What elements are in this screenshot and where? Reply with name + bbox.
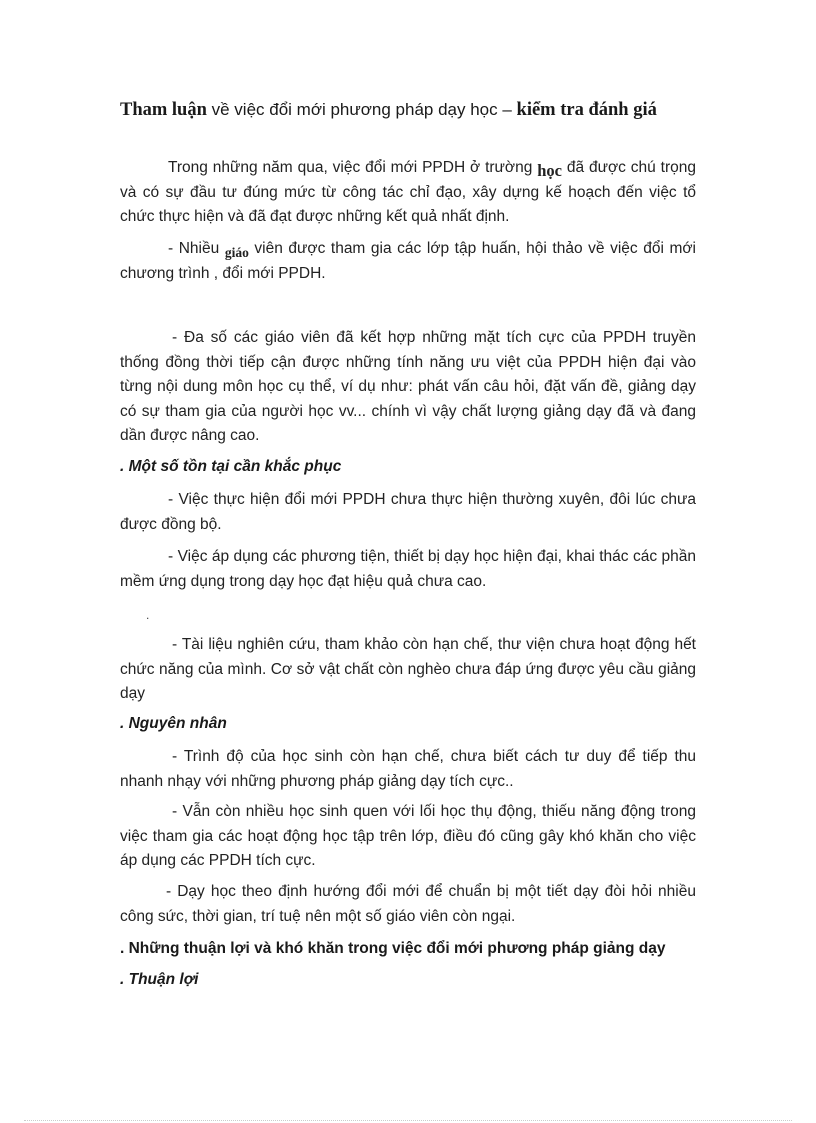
heading-causes: . Nguyên nhân (120, 715, 227, 732)
paragraph-intro-text-a: Trong những năm qua, việc đổi mới PPDH ở trường (168, 159, 538, 176)
paragraph-cause-1: - Trình độ của học sinh còn hạn chế, chưa biết cách tư duy để tiếp thu nhanh nhạy với những phương pháp giảng dạy tích cực.. (120, 748, 696, 790)
paragraph-training-word: giáo (224, 245, 249, 260)
paragraph-shortcoming-3: - Tài liệu nghiên cứu, tham khảo còn hạn chế, thư viện chưa hoạt động hết chức năng của mình. Cơ sở vật chất còn nghèo chưa đáp ứng được yêu cầu giảng dạy (120, 636, 696, 702)
heading-advantages-difficulties: . Những thuận lợi và khó khăn trong việc đổi mới phương pháp giảng dạy (120, 940, 666, 957)
stray-mark: . (146, 608, 150, 622)
paragraph-teachers: - Đa số các giáo viên đã kết hợp những mặt tích cực của PPDH truyền thống đồng thời tiếp cận được những tính năng ưu việt của PPDH hiện đại vào từng nội dung môn học cụ thể, ví dụ như: phát vấn câu hỏi, đặt vấn đề, giảng dạy có sự tham gia của người học vv... chính vì vậy chất lượng giảng dạy đã và đang dần được nâng cao. (120, 329, 696, 444)
paragraph-intro-text-b: đã được chú trọng và có sự đầu tư đúng mức từ công tác chỉ đạo, xây dựng kế hoạch đến việc tổ chức thực hiện và đã đạt được những kết quả nhất định. (120, 159, 696, 225)
heading-advantages: . Thuận lợi (120, 971, 199, 988)
title-part-2: về việc đổi mới phương pháp dạy học – (206, 100, 517, 119)
paragraph-shortcoming-1: - Việc thực hiện đổi mới PPDH chưa thực hiện thường xuyên, đôi lúc chưa được đồng bộ. (120, 491, 696, 533)
title-part-1: Tham luận (120, 100, 207, 120)
paragraph-training-text-a: - Nhiều (168, 240, 225, 257)
heading-shortcomings: . Một số tồn tại cần khắc phục (120, 458, 342, 475)
paragraph-intro-word: học (537, 161, 562, 180)
paragraph-intro (120, 155, 696, 230)
paragraph-training (120, 237, 696, 286)
paragraph-cause-2: - Vẫn còn nhiều học sinh quen với lối học thụ động, thiếu năng động trong việc tham gia các hoạt động học tập trên lớp, điều đó cũng gây khó khăn cho việc áp dụng các PPDH tích cực. (120, 803, 696, 869)
page-bottom-divider (24, 1120, 792, 1121)
title-part-3: kiểm tra đánh giá (516, 100, 657, 120)
paragraph-cause-3: - Dạy học theo định hướng đổi mới để chuẩn bị một tiết dạy đòi hỏi nhiều công sức, thời gian, trí tuệ nên một số giáo viên còn ngại. (120, 883, 696, 925)
paragraph-shortcoming-2: - Việc áp dụng các phương tiện, thiết bị dạy học hiện đại, khai thác các phần mềm ứng dụng trong dạy học đạt hiệu quả chưa cao. (120, 548, 696, 590)
paragraph-training-text-b: viên được tham gia các lớp tập huấn, hội thảo về việc đổi mới chương trình , đổi mới PPDH. (120, 240, 696, 282)
document-title (120, 100, 740, 121)
